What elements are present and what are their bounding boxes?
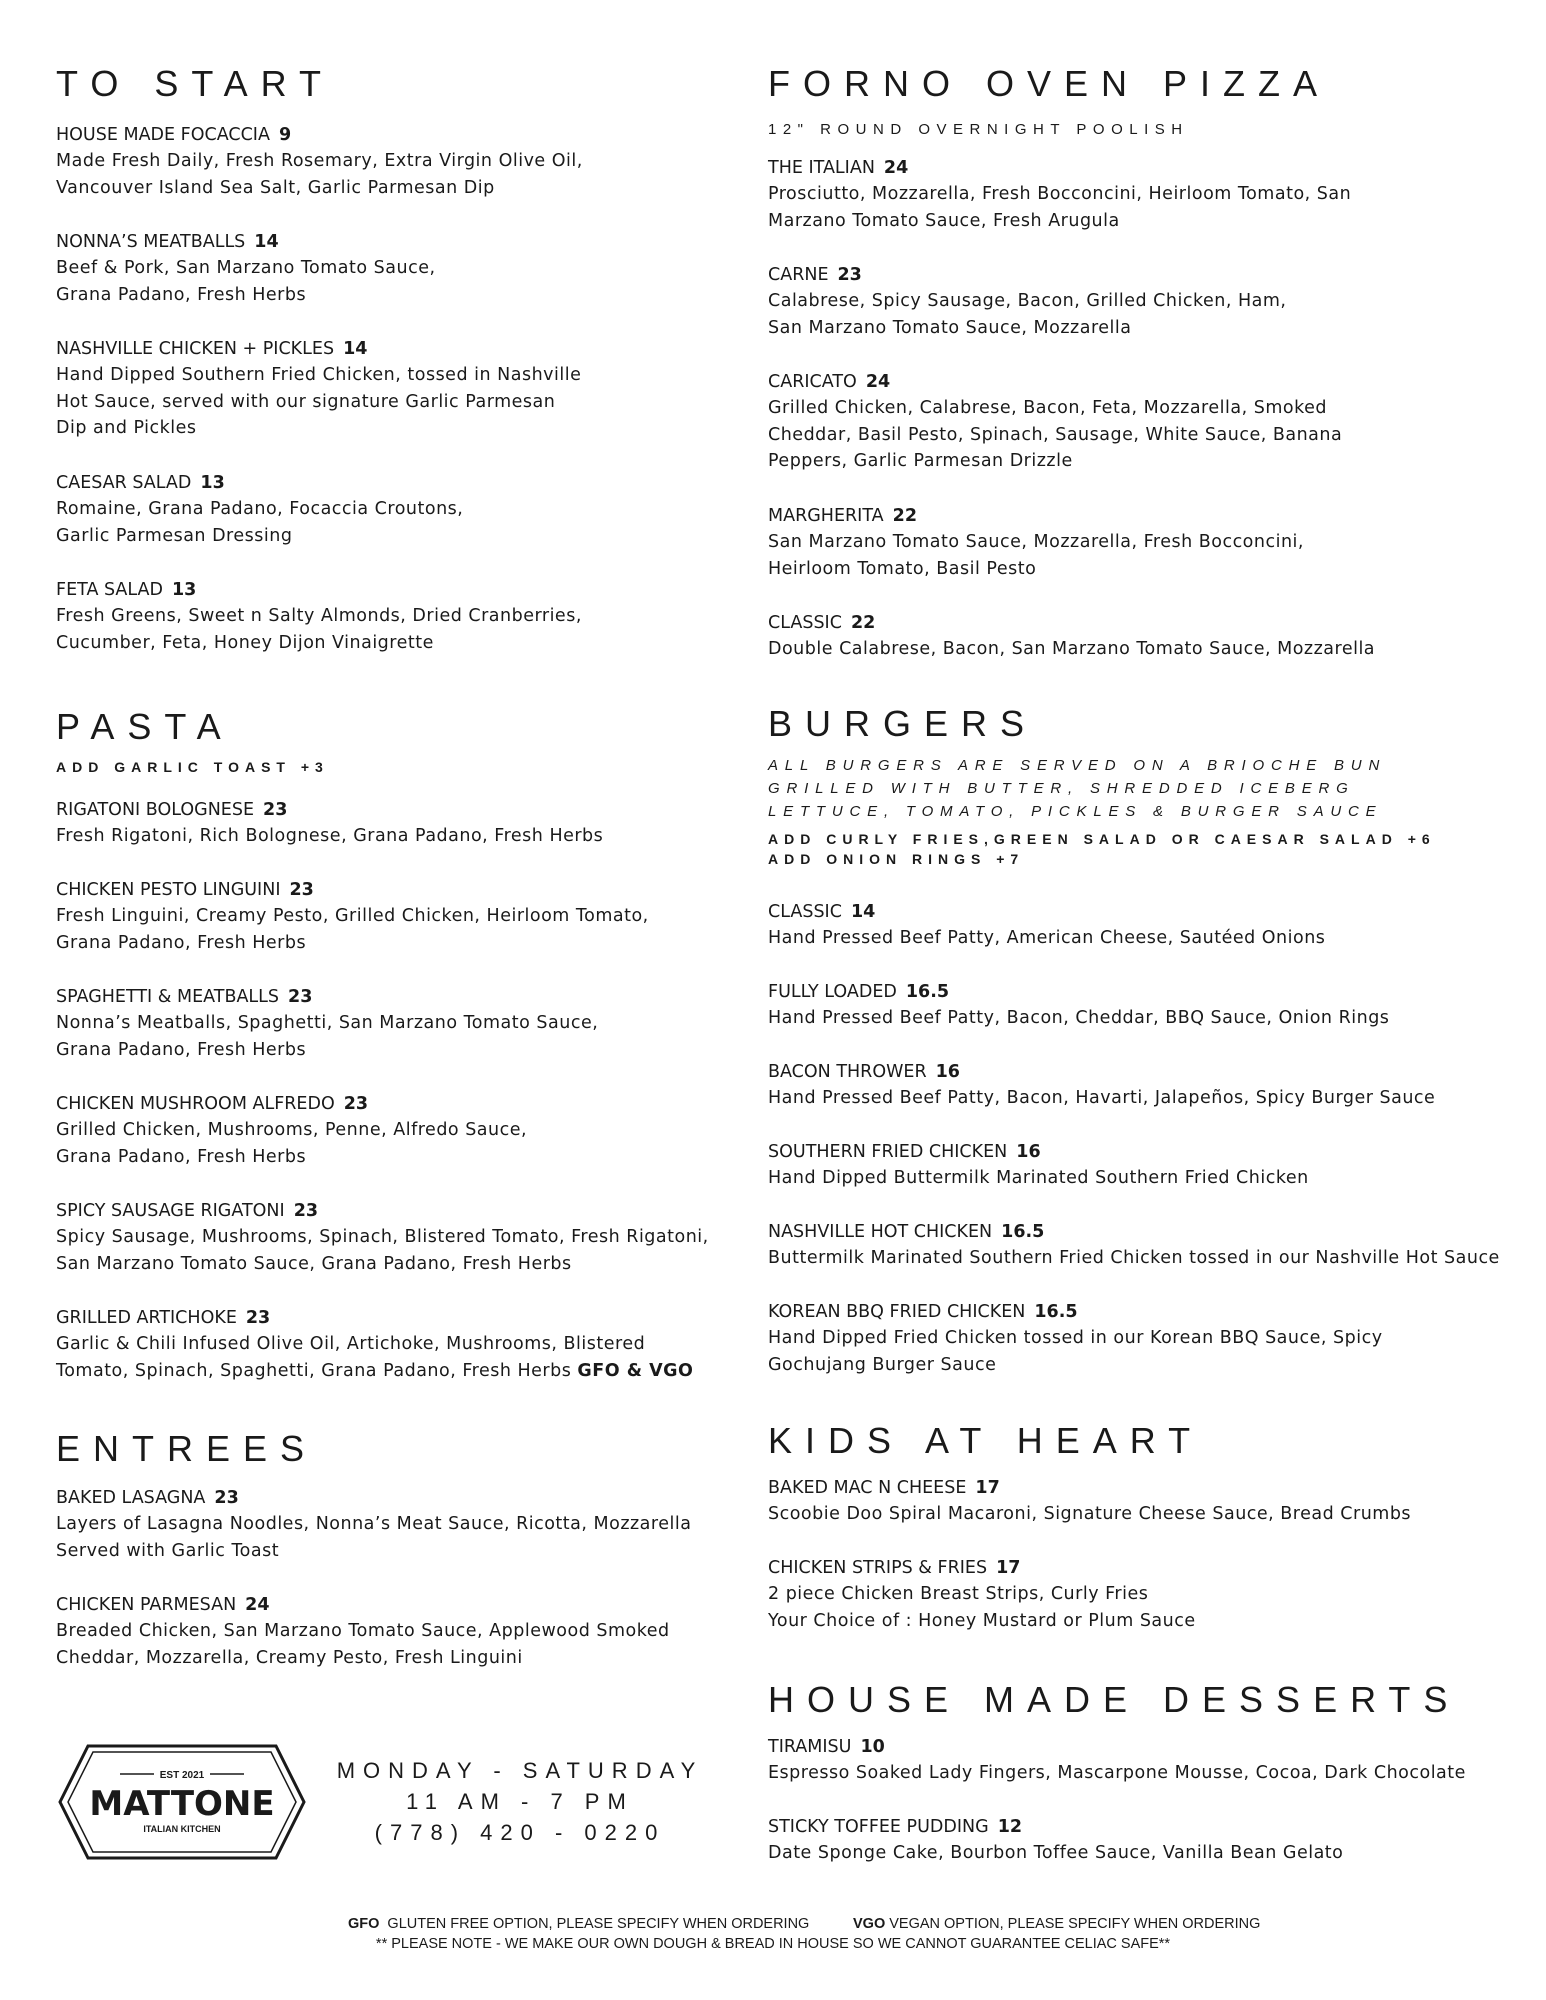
item-name: NASHVILLE CHICKEN + PICKLES <box>56 339 335 359</box>
item-name: FULLY LOADED <box>768 982 897 1002</box>
item-price: 16.5 <box>905 982 950 1002</box>
menu-item <box>768 610 1538 663</box>
item-price: 17 <box>996 1558 1021 1578</box>
logo-name: MATTONE <box>89 1784 275 1824</box>
item-price: 10 <box>860 1737 885 1757</box>
item-name: NASHVILLE HOT CHICKEN <box>768 1222 993 1242</box>
item-price: 16.5 <box>1001 1222 1045 1242</box>
item-price: 23 <box>289 880 314 900</box>
section-title: ENTREES <box>56 1428 318 1469</box>
item-price: 14 <box>343 339 368 359</box>
menu-item <box>56 984 756 1063</box>
description-line: Vancouver Island Sea Salt, Garlic Parmesan Dip <box>56 177 495 198</box>
section-title: HOUSE MADE DESSERTS <box>768 1679 1461 1720</box>
menu-item <box>768 899 1538 952</box>
footer-vgo <box>853 1914 1260 1935</box>
description-line: Hand Dipped Buttermilk Marinated Southern Fried Chicken <box>768 1168 1309 1188</box>
note-line: GRILLED WITH BUTTER, SHREDDED ICEBERG <box>768 780 1355 797</box>
item-name: CHICKEN PESTO LINGUINI <box>56 880 281 900</box>
description-line: Grilled Chicken, Calabrese, Bacon, Feta, Mozzarella, Smoked <box>768 398 1327 418</box>
section-to-start <box>56 64 756 104</box>
item-description <box>768 288 1538 341</box>
item-description <box>768 1581 1538 1634</box>
description-line: Grilled Chicken, Mushrooms, Penne, Alfredo Sauce, <box>56 1120 528 1140</box>
item-price: 23 <box>837 265 862 285</box>
description-line: Heirloom Tomato, Basil Pesto <box>768 558 1037 579</box>
item-name: MARGHERITA <box>768 506 884 526</box>
item-price: 24 <box>883 158 909 178</box>
menu-item <box>56 1592 756 1671</box>
item-price: 23 <box>288 987 313 1007</box>
menu-item <box>768 155 1538 234</box>
menu-item <box>768 1814 1538 1867</box>
item-description <box>56 1511 756 1564</box>
section-kids <box>768 1421 1538 1461</box>
description-line: Hand Pressed Beef Patty, Bacon, Cheddar, BBQ Sauce, Onion Rings <box>768 1008 1390 1028</box>
item-description <box>56 1618 756 1671</box>
item-description <box>56 1224 756 1277</box>
section-pasta <box>56 707 756 777</box>
description-line: Layers of Lasagna Noodles, Nonna’s Meat Sauce, Ricotta, Mozzarella <box>56 1514 692 1534</box>
menu-item <box>768 262 1538 341</box>
description-line: Cheddar, Basil Pesto, Spinach, Sausage, White Sauce, Banana <box>768 424 1343 445</box>
description-line: San Marzano Tomato Sauce, Grana Padano, Fresh Herbs <box>56 1253 572 1274</box>
description-line: Your Choice of : Honey Mustard or Plum Sauce <box>768 1610 1196 1631</box>
item-description <box>768 1760 1538 1787</box>
footer-gfo <box>348 1914 809 1935</box>
section-title: FORNO OVEN PIZZA <box>768 63 1331 104</box>
description-line: Served with Garlic Toast <box>56 1540 280 1561</box>
mattone-logo <box>58 1743 306 1861</box>
item-name: STICKY TOFFEE PUDDING <box>768 1817 989 1837</box>
description-line: Nonna’s Meatballs, Spaghetti, San Marzano Tomato Sauce, <box>56 1013 599 1033</box>
menu-item <box>56 122 756 201</box>
menu-item <box>768 1219 1538 1272</box>
menu-item <box>768 1475 1538 1528</box>
note-line: LETTUCE, TOMATO, PICKLES & BURGER SAUCE <box>768 803 1383 820</box>
item-name: GRILLED ARTICHOKE <box>56 1308 237 1328</box>
description-text: Tomato, Spinach, Spaghetti, Grana Padano, Fresh Herbs <box>56 1360 572 1381</box>
item-name: NONNA’S MEATBALLS <box>56 232 246 252</box>
item-description <box>768 1165 1538 1192</box>
item-price: 16 <box>935 1062 960 1082</box>
hours-days: MONDAY - SATURDAY <box>336 1758 704 1783</box>
item-price: 22 <box>892 506 917 526</box>
item-price: 22 <box>850 613 876 633</box>
addon-line: ADD ONION RINGS +7 <box>768 851 1025 867</box>
item-description <box>56 148 756 201</box>
item-name: THE ITALIAN <box>768 158 875 178</box>
section-note: 12" ROUND OVERNIGHT POOLISH <box>768 121 1189 138</box>
description-line: Garlic Parmesan Dressing <box>56 525 293 546</box>
item-price: 9 <box>278 125 292 145</box>
item-name: SOUTHERN FRIED CHICKEN <box>768 1142 1008 1162</box>
menu-item <box>56 797 756 850</box>
description-line: San Marzano Tomato Sauce, Mozzarella <box>768 317 1132 338</box>
description-line: Gochujang Burger Sauce <box>768 1354 997 1375</box>
menu-item <box>56 1485 756 1564</box>
menu-item <box>768 1555 1538 1634</box>
menu-item <box>768 1734 1538 1787</box>
item-name: FETA SALAD <box>56 580 163 600</box>
description-line: Fresh Greens, Sweet n Salty Almonds, Dried Cranberries, <box>56 606 582 626</box>
description-line: Spicy Sausage, Mushrooms, Spinach, Blistered Tomato, Fresh Rigatoni, <box>56 1227 709 1247</box>
addon-line: ADD CURLY FRIES,GREEN SALAD OR CAESAR SALAD +6 <box>768 831 1436 847</box>
item-name: BAKED MAC N CHEESE <box>768 1478 967 1498</box>
menu-item <box>768 1299 1538 1378</box>
item-description <box>56 603 756 656</box>
hours-time: 11 AM - 7 PM <box>406 1789 634 1814</box>
item-price: 23 <box>245 1308 271 1328</box>
phone-number: (778) 420 - 0220 <box>374 1820 666 1845</box>
menu-item <box>768 1059 1538 1112</box>
menu-item <box>56 577 756 656</box>
section-burgers <box>768 704 1538 869</box>
item-name: CLASSIC <box>768 613 842 633</box>
item-description <box>768 1840 1538 1867</box>
menu-item <box>56 336 756 442</box>
item-name: RIGATONI BOLOGNESE <box>56 800 255 820</box>
item-price: 24 <box>865 372 891 392</box>
description-line: Prosciutto, Mozzarella, Fresh Bocconcini, Heirloom Tomato, San <box>768 184 1352 204</box>
description-line: Garlic & Chili Infused Olive Oil, Artichoke, Mushrooms, Blistered <box>56 1334 646 1354</box>
item-price: 13 <box>200 473 225 493</box>
description-line: Grana Padano, Fresh Herbs <box>56 932 307 953</box>
description-line: 2 piece Chicken Breast Strips, Curly Fries <box>768 1584 1149 1604</box>
section-title: PASTA <box>56 706 234 747</box>
item-name: HOUSE MADE FOCACCIA <box>56 125 270 145</box>
item-description <box>768 1245 1538 1272</box>
item-description <box>56 903 756 956</box>
description-line: Grana Padano, Fresh Herbs <box>56 1146 307 1167</box>
item-name: CHICKEN STRIPS & FRIES <box>768 1558 988 1578</box>
logo-est: EST 2021 <box>159 1770 205 1781</box>
menu-item <box>768 503 1538 582</box>
item-description <box>56 1331 756 1384</box>
item-price: 23 <box>293 1201 319 1221</box>
menu-item <box>56 1305 756 1384</box>
item-price: 24 <box>245 1595 270 1615</box>
item-price: 16 <box>1016 1142 1041 1162</box>
gfo-abbr: GFO <box>348 1916 380 1932</box>
item-description <box>768 395 1538 475</box>
description-line: Breaded Chicken, San Marzano Tomato Sauce, Applewood Smoked <box>56 1621 670 1641</box>
menu-item <box>768 1139 1538 1192</box>
item-description <box>768 181 1538 234</box>
item-description <box>768 925 1538 952</box>
item-price: 16.5 <box>1034 1302 1078 1322</box>
description-line: Double Calabrese, Bacon, San Marzano Tomato Sauce, Mozzarella <box>768 639 1376 659</box>
item-price: 17 <box>975 1478 1000 1498</box>
item-price: 12 <box>997 1817 1023 1837</box>
item-description <box>56 1010 756 1063</box>
dietary-tag: GFO & VGO <box>577 1360 694 1381</box>
item-description <box>768 1085 1538 1112</box>
item-description <box>768 1325 1538 1378</box>
section-title: TO START <box>56 63 335 104</box>
item-name: CLASSIC <box>768 902 842 922</box>
description-line: Fresh Linguini, Creamy Pesto, Grilled Chicken, Heirloom Tomato, <box>56 906 649 926</box>
description-line: Hand Pressed Beef Patty, American Cheese, Sautéed Onions <box>768 928 1326 948</box>
section-pizza <box>768 64 1538 141</box>
vgo-text: VEGAN OPTION, PLEASE SPECIFY WHEN ORDERING <box>889 1916 1261 1932</box>
section-desserts <box>768 1680 1538 1720</box>
item-description <box>56 362 756 442</box>
description-line: Hand Dipped Southern Fried Chicken, tossed in Nashville <box>56 365 582 385</box>
item-name: KOREAN BBQ FRIED CHICKEN <box>768 1302 1026 1322</box>
menu-item <box>56 229 756 308</box>
burger-addons <box>768 829 1538 869</box>
description-line: Hand Dipped Fried Chicken tossed in our Korean BBQ Sauce, Spicy <box>768 1328 1383 1348</box>
menu-item <box>56 1091 756 1170</box>
description-line <box>56 1358 756 1385</box>
section-note: ADD GARLIC TOAST +3 <box>56 759 329 775</box>
description-line: Marzano Tomato Sauce, Fresh Arugula <box>768 210 1120 231</box>
description-line: Espresso Soaked Lady Fingers, Mascarpone Mousse, Cocoa, Dark Chocolate <box>768 1763 1466 1783</box>
section-title: KIDS AT HEART <box>768 1420 1204 1461</box>
menu-item <box>56 1198 756 1277</box>
description-line: Grana Padano, Fresh Herbs <box>56 284 307 305</box>
menu-item <box>56 877 756 956</box>
item-name: BACON THROWER <box>768 1062 927 1082</box>
menu-item <box>56 470 756 549</box>
item-price: 23 <box>343 1094 369 1114</box>
item-name: CARICATO <box>768 372 857 392</box>
description-line: Cucumber, Feta, Honey Dijon Vinaigrette <box>56 632 434 653</box>
item-description <box>768 636 1538 663</box>
description-line: Date Sponge Cake, Bourbon Toffee Sauce, Vanilla Bean Gelato <box>768 1843 1344 1863</box>
gfo-text: GLUTEN FREE OPTION, PLEASE SPECIFY WHEN ORDERING <box>387 1916 810 1932</box>
item-name: SPICY SAUSAGE RIGATONI <box>56 1201 285 1221</box>
item-name: CARNE <box>768 265 829 285</box>
menu-item <box>768 369 1538 475</box>
description-line: Buttermilk Marinated Southern Fried Chicken tossed in our Nashville Hot Sauce <box>768 1248 1500 1268</box>
description-line: Cheddar, Mozzarella, Creamy Pesto, Fresh Linguini <box>56 1647 523 1668</box>
item-description <box>768 529 1538 582</box>
description-line: Scoobie Doo Spiral Macaroni, Signature Cheese Sauce, Bread Crumbs <box>768 1504 1412 1524</box>
item-name: CHICKEN PARMESAN <box>56 1595 237 1615</box>
item-description <box>768 1005 1538 1032</box>
item-price: 14 <box>850 902 876 922</box>
item-description <box>56 823 756 850</box>
description-line: Hot Sauce, served with our signature Garlic Parmesan <box>56 391 556 412</box>
description-line: Beef & Pork, San Marzano Tomato Sauce, <box>56 258 436 278</box>
item-name: CAESAR SALAD <box>56 473 192 493</box>
item-description <box>768 1501 1538 1528</box>
item-name: TIRAMISU <box>768 1737 852 1757</box>
logo-sub: ITALIAN KITCHEN <box>143 1824 221 1834</box>
item-description <box>56 1117 756 1170</box>
description-line: Peppers, Garlic Parmesan Drizzle <box>768 451 1073 471</box>
vgo-abbr: VGO <box>853 1916 886 1932</box>
item-name: BAKED LASAGNA <box>56 1488 206 1508</box>
hours-block <box>300 1755 740 1848</box>
item-name: CHICKEN MUSHROOM ALFREDO <box>56 1094 335 1114</box>
item-price: 23 <box>263 800 288 820</box>
section-title: BURGERS <box>768 703 1038 744</box>
item-price: 23 <box>214 1488 239 1508</box>
description-line: Romaine, Grana Padano, Focaccia Croutons, <box>56 499 464 519</box>
description-line: Hand Pressed Beef Patty, Bacon, Havarti, Jalapeños, Spicy Burger Sauce <box>768 1088 1436 1108</box>
burger-note <box>768 754 1538 823</box>
description-line: Made Fresh Daily, Fresh Rosemary, Extra Virgin Olive Oil, <box>56 151 583 171</box>
item-description <box>56 496 756 549</box>
description-line: Dip and Pickles <box>56 418 197 438</box>
section-entrees <box>56 1429 756 1469</box>
item-price: 14 <box>254 232 279 252</box>
item-description <box>56 255 756 308</box>
description-line: Grana Padano, Fresh Herbs <box>56 1039 307 1060</box>
item-price: 13 <box>172 580 197 600</box>
description-line: San Marzano Tomato Sauce, Mozzarella, Fresh Bocconcini, <box>768 532 1304 552</box>
item-name: SPAGHETTI & MEATBALLS <box>56 987 280 1007</box>
description-line: Fresh Rigatoni, Rich Bolognese, Grana Padano, Fresh Herbs <box>56 826 604 846</box>
menu-item <box>768 979 1538 1032</box>
note-line: ALL BURGERS ARE SERVED ON A BRIOCHE BUN <box>768 757 1387 774</box>
footer-note: ** PLEASE NOTE - WE MAKE OUR OWN DOUGH & BREAD IN HOUSE SO WE CANNOT GUARANTEE CELIAC SAFE** <box>375 1936 1171 1952</box>
description-line: Calabrese, Spicy Sausage, Bacon, Grilled Chicken, Ham, <box>768 291 1287 311</box>
